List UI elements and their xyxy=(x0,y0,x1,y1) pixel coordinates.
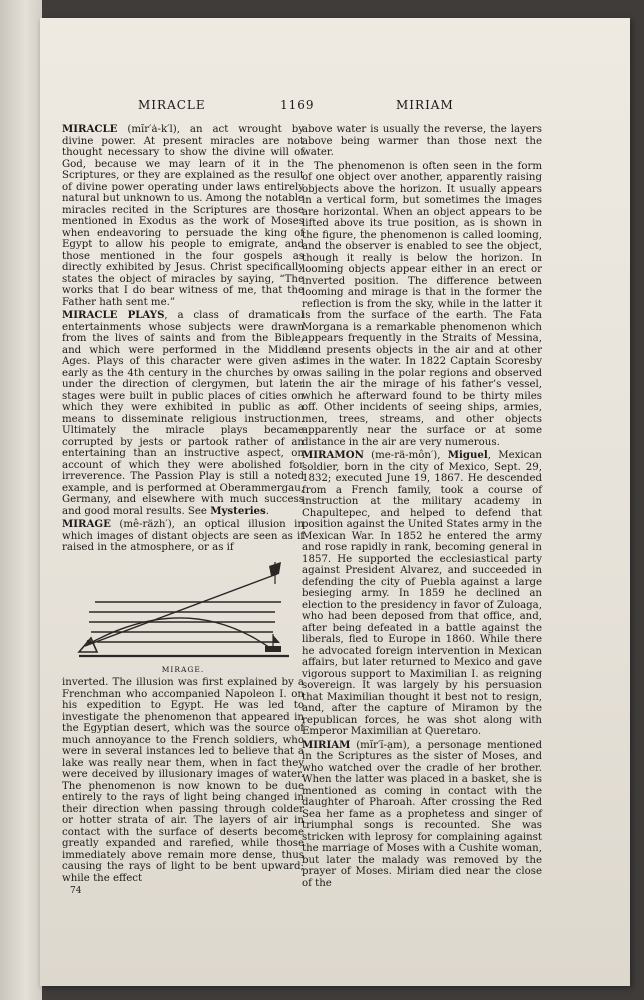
entry-miriam xyxy=(302,740,542,890)
see-also-mysteries: Mysteries xyxy=(210,504,266,517)
page-number: 1169 xyxy=(280,98,315,112)
figure-caption: MIRAGE. xyxy=(161,664,205,674)
mirage-paragraph: The phenomenon is often seen in the form of one object over another, apparently raising objects above the horizon. It usually appears in a vertical form, but sometimes the images are horizontal. When an object appears to be lifted above its true position, as is shown in the figure, the phenomenon is called looming, and the observer is enabled to see the object, though it really is below the horizon. In looming objects appear either in an erect or inverted position. The difference between looming and mirage is that in the former the reflection is from the sky, while in the latter it is from the surface of the earth. The Fata Morgana is a remarkable phenomenon which appears frequently in the Straits of Messina, and presents objects in the air and at other times in the water. In 1822 Captain Scoresby was sailing in the polar regions and observed in the air the mirage of his father’s vessel, which he afterward found to be thirty miles off. Other incidents of seeing ships, armies, men, trees, streams, and other objects apparently near the surface or at some distance in the air are very numerous. xyxy=(302,160,542,448)
signature-mark: 74 xyxy=(70,886,82,896)
left-column xyxy=(62,124,304,886)
book-page xyxy=(40,18,630,986)
header-right-guide-word: MIRIAM xyxy=(396,98,454,112)
entry-text: (mĭr′ĭ-ạm), a personage mentioned in the Scriptures as the sister of Moses, and who watched over the cradle of her brother. When the latter was placed in a basket, she is mentioned as coming in contact with the daughter of Pharoah. After crossing the Red Sea her fame as a prophetess and singer of triumphal songs is recounted. She was stricken with leprosy for complaining against the marriage of Moses with a Cushite woman, but later the malady was removed by the prayer of Moses. Miriam died near the close of the xyxy=(302,739,542,889)
entry-miracle-plays xyxy=(62,310,304,517)
entry-text: , Mexican soldier, born in the city of Mexico, Sept. 29, 1832; executed June 19, 1867. He descended from a French family, took a course of instruction at the military academy in Chapultepec, and helped to defend that position against the United States army in the Mexican War. In 1852 he entered the army and rose rapidly in rank, becoming general in 1857. He supported the ecclesiastical party against President Alvarez, and succeeded in defending the city of Puebla against a large besieging army. In 1859 he declined an election to the presidency in favor of Zuloaga, who had been deposed from that office, and, after being defeated in a battle against the liberals, fled to Europe in 1860. While there he advocated foreign intervention in Mexican affairs, but later returned to Mexico and gave vigorous support to Maximilian I. as reigning sovereign. It was largely by his persuasion that Maximilian thought it best not to resign, and, after the capture of Miramon by the republican forces, he was shot along with Emperor Maximilian at Queretaro. xyxy=(302,450,542,737)
headword-miriam: MIRIAM xyxy=(302,738,351,751)
entry-miramon xyxy=(302,450,542,738)
right-column xyxy=(302,124,542,891)
headword-miracle: MIRACLE xyxy=(62,123,118,135)
headword-miracle-plays: MIRACLE PLAYS xyxy=(62,309,165,321)
mirage-continued: above water is usually the reverse, the layers above being warmer than those next the water. xyxy=(302,124,542,158)
entry-mirage xyxy=(62,519,304,554)
header-left-guide-word: MIRACLE xyxy=(138,98,206,112)
ship-icon xyxy=(265,634,281,652)
running-header xyxy=(40,98,630,118)
entry-miracle xyxy=(62,124,304,308)
entry-pronunciation: (me-rä-môn′), xyxy=(363,450,448,461)
entry-text: (mĭr′ȧ-k′l), an act wrought by divine power. At present miracles are not thought necessary to show the divine will of God, because we may learn of it in the Scriptures, or they are explained as the result of divine power operating under laws entirely natural but unknown to us. Among the notable miracles recited in the Scriptures are those mentioned in Exodus as the work of Moses when endeavoring to persuade the king of Egypt to allow his people to emigrate, and those mentioned in the four gospels as directly exhibited by Jesus. Christ specifically states the object of miracles by saying, “The works that I do bear witness of me, that the Father hath sent me.” xyxy=(62,124,304,308)
headword-mirage: MIRAGE xyxy=(62,518,111,530)
mirage-diagram xyxy=(67,558,299,662)
mirage-figure xyxy=(62,558,304,676)
book-gutter xyxy=(0,0,42,1000)
ship-image-icon xyxy=(269,562,281,584)
entry-mirage-continued: inverted. The illusion was first explained by a Frenchman who accompanied Napoleon I. on his expedition to Egypt. He was led to investigate the phenomenon that appeared in the Egyptian desert, which was the source of much annoyance to the French soldiers, who were in several instances led to believe that a lake was really near them, when in fact they were deceived by illusionary images of water. The phenomenon is now known to be due entirely to the rays of light being changed in their direction when passing through colder or hotter strata of air. The layers of air in contact with the surface of deserts become greatly expanded and rarefied, while those immediately above remain more dense, thus causing the rays of light to be bent upward; while the effect xyxy=(62,677,304,884)
entry-text: , a class of dramatical entertainments whose subjects were drawn from the lives of saints and from the Bible, and which were performed in the Middle Ages. Plays of this character were given as early as the 4th century in the churches by or under the direction of clergymen, but later stages were built in public places of cities on which they were exhibited in public as a means to disseminate religious instruction. Ultimately the miracle plays became corrupted by jests or partook rather of an entertaining than an instructive aspect, on account of which they were abolished for irreverence. The Passion Play is still a noted example, and is performed at Oberammergau, Germany, and elsewhere with much success and good moral results. See xyxy=(62,310,304,517)
entry-text: (mê-räzh′), an optical illusion in which images of distant objects are seen as if raised in the atmosphere, or as if xyxy=(62,519,304,553)
light-ray-path xyxy=(85,617,273,649)
given-name: Miguel xyxy=(447,449,488,461)
entry-end-punct: . xyxy=(265,505,270,517)
headword-miramon: MIRAMON xyxy=(302,449,364,461)
